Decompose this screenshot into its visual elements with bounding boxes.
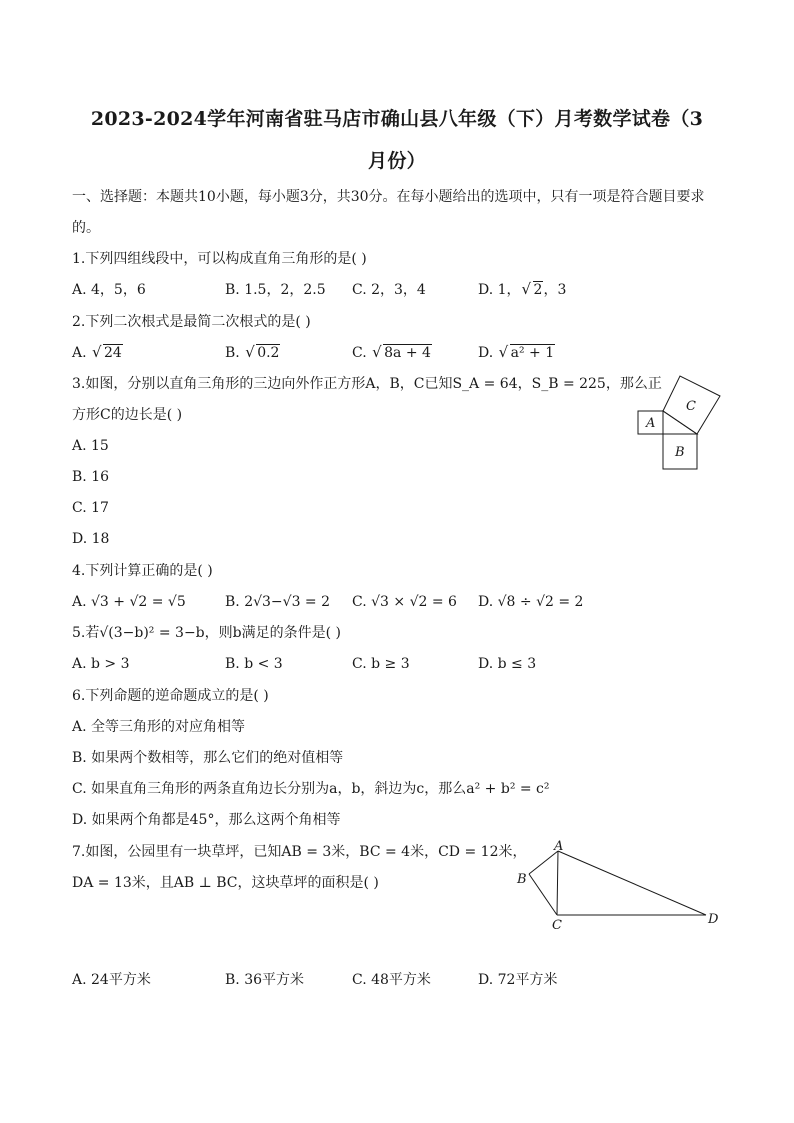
q2-option-a-radicand: 24	[104, 345, 122, 361]
q3-option-b: B. 16	[72, 469, 110, 485]
q7-option-b: B. 36平方米	[225, 972, 305, 988]
q2-option-c	[352, 344, 432, 362]
sqrt-symbol	[522, 281, 544, 299]
q2-option-d-radicand: a² + 1	[510, 345, 555, 361]
q4-option-c: C. √3 × √2 = 6	[352, 594, 457, 610]
q3-squares-figure	[630, 368, 730, 476]
q1-option-d-radicand: 2	[533, 282, 543, 298]
q5-option-c: C. b ≥ 3	[352, 656, 410, 672]
sqrt-symbol	[245, 344, 280, 362]
q5-option-b: B. b < 3	[225, 656, 283, 672]
q7-lawn-figure	[510, 835, 725, 935]
q2-stem: 2.下列二次根式是最简二次根式的是( )	[72, 314, 311, 330]
q7-option-c: C. 48平方米	[352, 972, 431, 988]
q6-option-d: D. 如果两个角都是45°，那么这两个角相等	[72, 812, 341, 828]
q1-option-d-post: ，3	[543, 282, 567, 298]
q2-option-a	[72, 344, 123, 362]
exam-title-line2: 月份）	[368, 150, 426, 172]
q4-stem: 4.下列计算正确的是( )	[72, 563, 213, 579]
exam-title-line1: 2023-2024学年河南省驻马店市确山县八年级（下）月考数学试卷（3	[90, 108, 704, 130]
q4-option-a: A. √3 + √2 = √5	[72, 594, 186, 610]
q1-option-a: A. 4，5，6	[72, 282, 146, 298]
q1-option-d-pre: D. 1，	[478, 282, 521, 298]
q2-option-c-pre: C.	[352, 345, 372, 361]
q1-option-d	[478, 281, 566, 299]
q2-option-b-radicand: 0.2	[257, 345, 280, 361]
square-a-label: A	[646, 416, 656, 431]
q2-option-b	[225, 344, 280, 362]
q5-stem: 5.若√(3−b)² = 3−b，则b满足的条件是( )	[72, 625, 341, 641]
q7-stem-line1: 7.如图，公园里有一块草坪，已知AB = 3米，BC = 4米，CD = 12米，	[72, 844, 527, 860]
square-c-label: C	[686, 399, 696, 414]
q1-stem: 1.下列四组线段中，可以构成直角三角形的是( )	[72, 251, 367, 267]
q5-option-d: D. b ≤ 3	[478, 656, 537, 672]
q7-stem-line2: DA = 13米，且AB ⊥ BC，这块草坪的面积是( )	[72, 875, 379, 891]
q2-option-b-pre: B.	[225, 345, 245, 361]
section-instructions-line1: 一、选择题：本题共10小题，每小题3分，共30分。在每小题给出的选项中，只有一项是符合题目要求	[72, 189, 705, 205]
segment-ab	[529, 851, 558, 874]
q6-option-a: A. 全等三角形的对应角相等	[72, 719, 246, 735]
q2-option-d-pre: D.	[478, 345, 498, 361]
q3-option-c: C. 17	[72, 500, 109, 516]
q1-option-b: B. 1.5，2，2.5	[225, 282, 326, 298]
q4-option-b: B. 2√3−√3 = 2	[225, 594, 331, 610]
q6-stem: 6.下列命题的逆命题成立的是( )	[72, 688, 269, 704]
q5-option-a: A. b > 3	[72, 656, 130, 672]
square-b-label: B	[675, 445, 685, 460]
q3-stem-line1: 3.如图，分别以直角三角形的三边向外作正方形A，B，C已知S_A = 64，S_B = 225，那么正	[72, 376, 662, 392]
q4-option-d: D. √8 ÷ √2 = 2	[478, 594, 584, 610]
point-b-label: B	[517, 872, 527, 887]
q2-option-a-pre: A.	[72, 345, 92, 361]
q7-option-a: A. 24平方米	[72, 972, 151, 988]
q6-option-b: B. 如果两个数相等，那么它们的绝对值相等	[72, 750, 344, 766]
segment-ac	[557, 851, 558, 915]
q3-option-d: D. 18	[72, 531, 110, 547]
right-triangle	[663, 411, 697, 434]
q2-option-d	[478, 344, 555, 362]
point-a-label: A	[554, 839, 564, 854]
q3-option-a: A. 15	[72, 438, 109, 454]
point-d-label: D	[708, 912, 719, 927]
sqrt-symbol	[372, 344, 432, 362]
q2-option-c-radicand: 8a + 4	[384, 345, 431, 361]
point-c-label: C	[552, 918, 562, 933]
sqrt-symbol	[92, 344, 123, 362]
q1-option-c: C. 2，3，4	[352, 282, 426, 298]
q6-option-c: C. 如果直角三角形的两条直角边长分别为a，b，斜边为c，那么a² + b² = c²	[72, 781, 550, 797]
q3-stem-line2: 方形C的边长是( )	[72, 407, 183, 423]
section-instructions-line2: 的。	[72, 220, 100, 236]
q7-option-d: D. 72平方米	[478, 972, 558, 988]
sqrt-symbol	[499, 344, 556, 362]
segment-bc	[529, 874, 557, 915]
segment-da	[558, 851, 706, 915]
